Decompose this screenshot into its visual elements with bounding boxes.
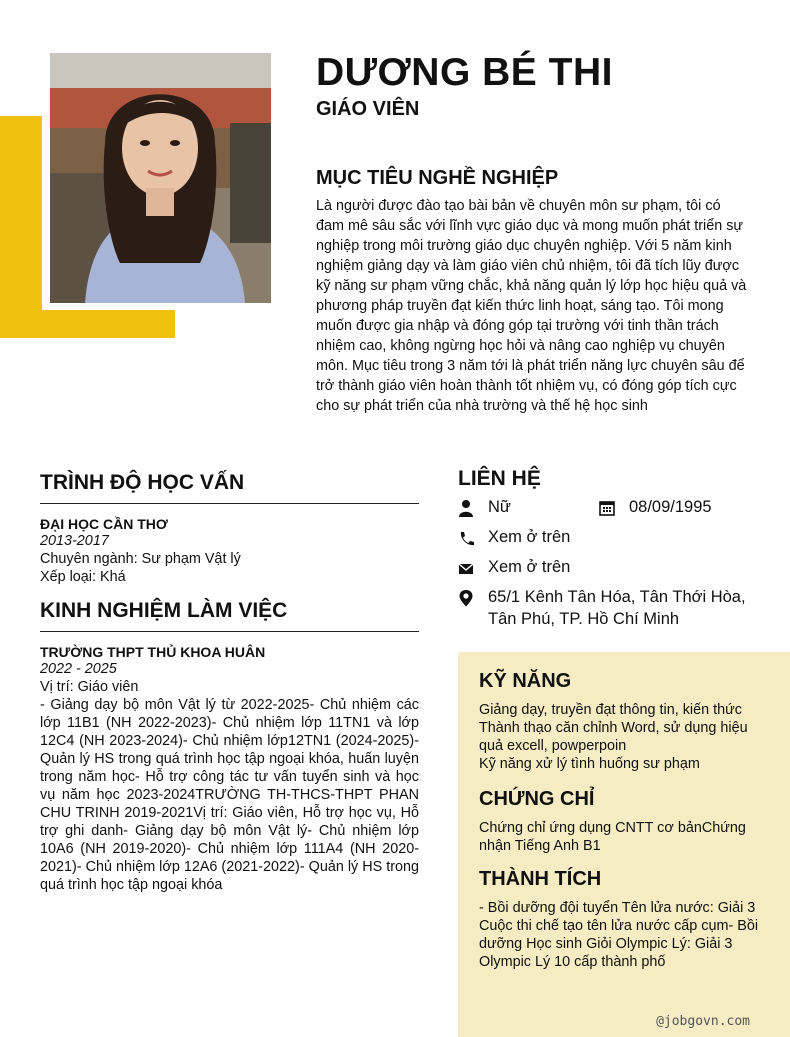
skill-item: Kỹ năng xử lý tình huống sư phạm	[479, 756, 700, 772]
contact-phone-value[interactable]: Xem ở trên	[488, 528, 571, 546]
contact-birthday	[599, 496, 712, 518]
contact-gender-value: Nữ	[488, 498, 511, 516]
person-icon	[458, 499, 474, 517]
experience-position: Vị trí: Giáo viên	[40, 679, 139, 695]
candidate-role: GIÁO VIÊN	[316, 98, 420, 120]
location-icon	[458, 589, 474, 607]
contact-section	[458, 467, 758, 491]
certificates-title: CHỨNG CHỈ	[479, 788, 595, 810]
profile-photo	[50, 53, 271, 303]
education-title: TRÌNH ĐỘ HỌC VẤN	[40, 471, 419, 504]
contact-birthday-value: 08/09/1995	[629, 498, 712, 516]
education-school: ĐẠI HỌC CẦN THƠ	[40, 516, 168, 532]
address-line-1: 65/1 Kênh Tân Hóa, Tân Thới Hòa,	[488, 588, 746, 606]
certificates-text: Chứng chỉ ứng dụng CNTT cơ bảnChứng nhận Tiếng Anh B1	[479, 820, 746, 854]
contact-gender	[458, 496, 511, 518]
experience-period: 2022 - 2025	[40, 661, 117, 677]
objective-text: Là người được đào tạo bài bản về chuyên môn sư phạm, tôi có đam mê sâu sắc với lĩnh vực giáo dục và mong muốn phát triển sự nghiệp trong môi trường giáo dục chuyên nghiệp. Với 5 năm kinh nghiệm giảng dạy và làm giáo viên chủ nhiệm, tôi đã tích lũy được kỹ năng sư phạm vững chắc, khả năng quản lý lớp học hiệu quả và phương pháp truyền đạt kiến thức linh hoạt, sáng tạo. Tôi mong muốn được gia nhập và đóng góp tại trường với tinh thần trách nhiệm cao, không ngừng học hỏi và nâng cao nghiệp vụ chuyên môn. Mục tiêu trong 3 năm tới là phát triển năng lực chuyên sâu để trở thành giáo viên hoàn thành tốt nhiệm vụ, có đóng góp tích cực cho sự phát triển của nhà trường và thế hệ học sinh	[316, 198, 747, 414]
contact-email-value[interactable]: Xem ở trên	[488, 558, 571, 576]
skill-item: Giảng dạy, truyền đạt thông tin, kiến thức	[479, 702, 742, 718]
contact-email	[458, 556, 570, 578]
experience-description: - Giảng dạy bộ môn Vật lý từ 2022-2025- Chủ nhiệm các lớp 11B1 (NH 2022-2023)- Chủ nhiệm lớp 11TN1 và lớp 12C4 (NH 2023-2024)- Chủ nhiệm lớp12TN1 (2024-2025)- Quản lý HS trong quá trình học tập ngoại khóa, huấn luyện trong năm học- Hỗ trợ công tác tư vấn tuyển sinh và học vụ năm học 2023-2024TRƯỜNG TH-THCS-THPT PHAN CHU TRINH 2019-2021Vị trí: Giáo viên, Hỗ trợ học vụ, Hỗ trợ ghi danh- Giảng dạy bộ môn Vật lý- Chủ nhiệm lớp 10A6 (NH 2019-2020)- Chủ nhiệm lớp 111A4 (NH 2020-2021)- Chủ nhiệm lớp 12A6 (2021-2022)- Quản lý HS trong quá trình học tập ngoại khóa	[40, 697, 420, 893]
experience-title: KINH NGHIỆM LÀM VIỆC	[40, 599, 419, 632]
calendar-icon	[599, 499, 615, 517]
address-line-2: Tân Phú, TP. Hồ Chí Minh	[488, 610, 680, 628]
achievements-title: THÀNH TÍCH	[479, 868, 602, 890]
skill-item: Thành thạo căn chỉnh Word, sử dụng hiệu quả excell, powperpoin	[479, 720, 748, 754]
achievements-text: - Bồi dưỡng đội tuyển Tên lửa nước: Giải 3 Cuộc thi chế tạo tên lửa nước cấp cụm- Bồi dưỡng Học sinh Giỏi Olympic Lý: Giải 3 Olympic Lý 10 cấp thành phố	[479, 900, 759, 970]
contact-title: LIÊN HỆ	[458, 467, 541, 490]
achievements-section	[479, 868, 759, 971]
watermark: @jobgovn.com	[656, 1014, 750, 1029]
candidate-name: DƯƠNG BÉ THI	[316, 51, 613, 94]
education-section	[40, 471, 419, 586]
education-grade: Xếp loại: Khá	[40, 569, 126, 585]
education-major: Chuyên ngành: Sư phạm Vật lý	[40, 551, 241, 567]
mail-icon	[458, 559, 474, 577]
phone-icon	[458, 529, 474, 547]
certificates-section	[479, 788, 759, 855]
skills-title: KỸ NĂNG	[479, 670, 572, 692]
objective-title: MỤC TIÊU NGHỀ NGHIỆP	[316, 167, 559, 189]
accent-block-vertical	[0, 116, 42, 338]
accent-block-horizontal	[0, 310, 175, 338]
contact-phone	[458, 526, 570, 548]
education-period: 2013-2017	[40, 533, 109, 549]
experience-section	[40, 599, 419, 894]
skills-panel	[458, 652, 790, 1037]
contact-address	[458, 586, 746, 630]
objective-section	[316, 167, 752, 416]
experience-org: TRƯỜNG THPT THỦ KHOA HUÂN	[40, 644, 266, 660]
contact-address-value	[488, 586, 746, 630]
